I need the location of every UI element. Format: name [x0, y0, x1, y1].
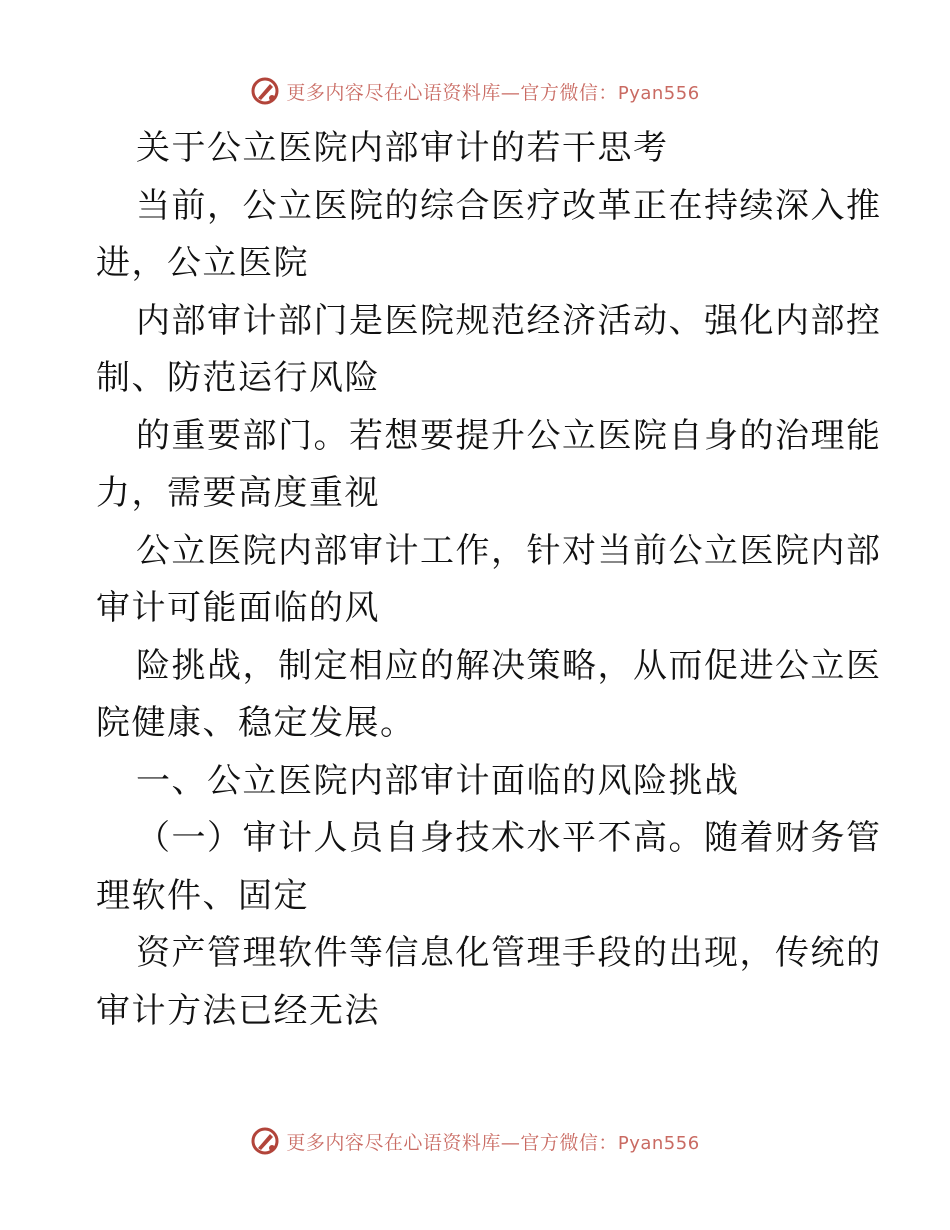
text-line: （一）审计人员自身技术水平不高。随着财务管: [136, 818, 882, 858]
text-line: 进，公立医院: [96, 243, 309, 283]
watermark-text: 更多内容尽在心语资料库—官方微信：Pyan556: [286, 81, 700, 104]
footer-watermark: [0, 1124, 950, 1158]
text-line: 关于公立医院内部审计的若干思考: [136, 128, 669, 168]
header-watermark: [0, 74, 950, 108]
text-line: 内部审计部门是医院规范经济活动、强化内部控: [136, 300, 882, 341]
watermark-wechat-id: Pyan556: [617, 1132, 700, 1154]
text-line: 险挑战，制定相应的解决策略，从而促进公立医: [136, 645, 882, 686]
text-line: 的重要部门。若想要提升公立医院自身的治理能: [136, 415, 882, 456]
text-line: 力，需要高度重视: [96, 473, 380, 513]
text-line: 理软件、固定: [96, 875, 309, 916]
quill-seal-icon: [250, 76, 280, 106]
text-line: 审计方法已经无法: [96, 990, 380, 1031]
text-line: 制、防范运行风险: [96, 358, 380, 398]
text-line: 公立医院内部审计工作，针对当前公立医院内部: [136, 530, 882, 571]
text-line: 当前，公立医院的综合医疗改革正在持续深入推: [136, 185, 882, 226]
text-line: 一、公立医院内部审计面临的风险挑战: [136, 760, 740, 801]
watermark-wechat-id: Pyan556: [617, 82, 700, 104]
text-line: 院健康、稳定发展。: [96, 703, 416, 743]
watermark-text: 更多内容尽在心语资料库—官方微信：Pyan556: [286, 1131, 700, 1154]
document-body: [96, 120, 882, 1040]
text-line: 审计可能面临的风: [96, 588, 380, 628]
text-line: 资产管理软件等信息化管理手段的出现，传统的: [136, 933, 882, 973]
quill-seal-icon: [250, 1126, 280, 1156]
